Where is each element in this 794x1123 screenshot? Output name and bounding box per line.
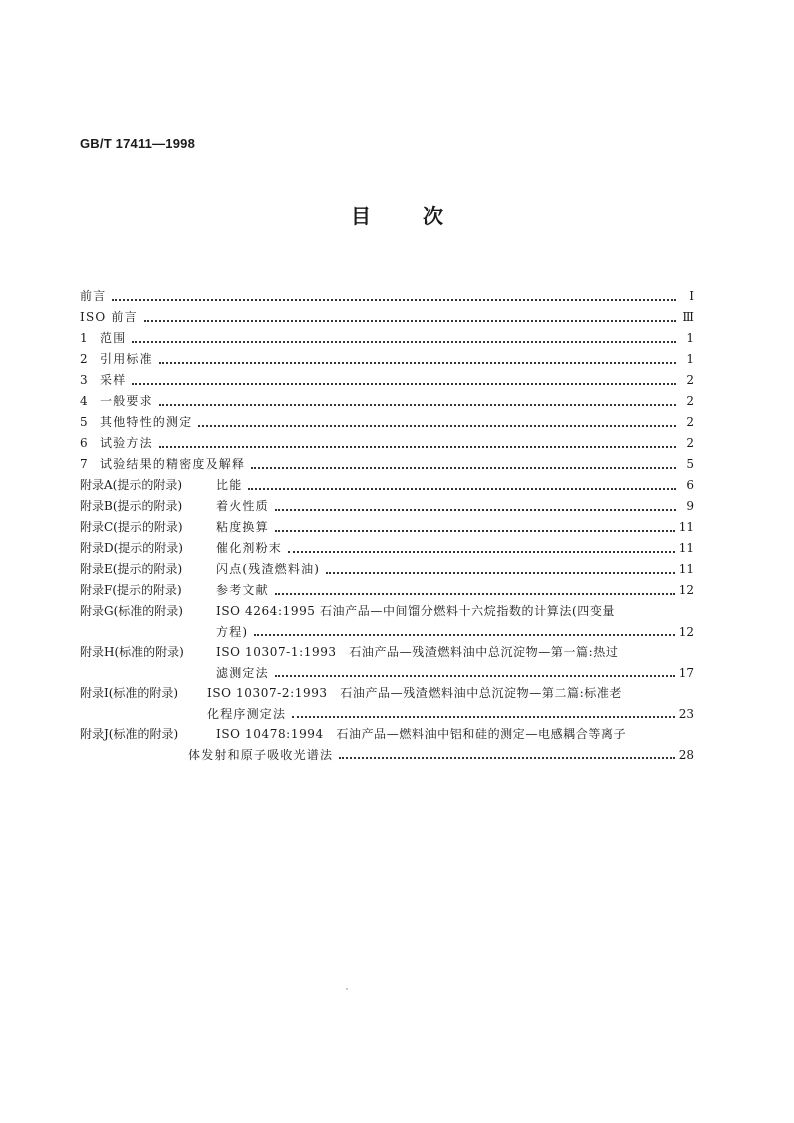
leader-dots [326,559,675,580]
toc-page-number: Ⅰ [689,289,694,303]
appendix-label: 附录J(标准的附录) [80,727,179,741]
toc-entry-title: 闪点(残渣燃料油) [216,562,321,576]
toc-page-number: 11 [678,562,694,576]
leader-dots [275,662,675,683]
leader-dots [248,475,676,496]
leader-dots [339,744,675,765]
toc-page-number: 23 [678,707,694,721]
toc-page-number: 11 [678,541,694,555]
toc-page-number: 6 [686,478,694,492]
toc-section-number: 1 [80,331,88,345]
toc-entry-title-continued: 化程序测定法 [207,707,287,721]
toc-section-number: 7 [80,457,88,471]
appendix-label: 附录G(标准的附录) [80,604,183,618]
leader-dots [198,412,676,433]
toc-entry[interactable] [80,412,694,433]
toc-page-number: 12 [678,583,694,597]
toc-page-number: Ⅲ [682,310,694,324]
toc-entry-title-continued: 滤测定法 [216,666,269,680]
toc-appendix-entry[interactable] [80,580,694,601]
toc-entry[interactable] [80,307,694,328]
standard-code: GB/T 17411—1998 [80,136,196,151]
leader-dots [275,580,675,601]
toc-appendix-entry[interactable] [80,559,694,580]
toc-page-number: 17 [678,666,694,680]
toc-entry-title: 引用标准 [100,352,153,366]
toc-section-number: 5 [80,415,88,429]
page-title: 目次 [351,204,495,228]
toc-appendix-entry[interactable] [80,601,694,622]
toc-entry-continuation[interactable] [80,622,694,642]
toc-entry[interactable] [80,391,694,412]
table-of-contents [80,286,694,765]
toc-page-number: 1 [686,331,694,345]
toc-page-number: 9 [686,499,694,513]
toc-entry-title: 前言 [80,289,107,303]
toc-entry-title: 其他特性的测定 [100,415,193,429]
toc-page-number: 12 [678,625,694,639]
toc-entry-title: ISO 10478:1994 石油产品—燃料油中铝和硅的测定—电感耦合等离子 [216,727,627,741]
appendix-label: 附录I(标准的附录) [80,686,179,700]
toc-entry-title: 范围 [100,331,127,345]
toc-appendix-entry[interactable] [80,538,694,559]
toc-entry[interactable] [80,349,694,370]
leader-dots [144,307,676,328]
toc-page-number: 11 [678,520,694,534]
toc-page-number: 28 [678,748,694,762]
toc-entry[interactable] [80,433,694,454]
appendix-label: 附录D(提示的附录) [80,541,183,555]
toc-appendix-entry[interactable] [80,724,694,745]
toc-page-number: 2 [686,373,694,387]
leader-dots [288,538,675,559]
toc-entry-title: 试验结果的精密度及解释 [100,457,246,471]
toc-entry-continuation[interactable] [80,745,694,765]
toc-section-number: 2 [80,352,88,366]
leader-dots [275,496,676,517]
appendix-label: 附录H(标准的附录) [80,645,184,659]
toc-entry-title-continued: 体发射和原子吸收光谱法 [188,748,334,762]
appendix-label: 附录E(提示的附录) [80,562,183,576]
toc-entry-title: ISO 前言 [80,310,138,324]
leader-dots [292,703,675,724]
leader-dots [159,349,676,370]
toc-section-number: 4 [80,394,88,408]
leader-dots [159,391,676,412]
toc-entry-continuation[interactable] [80,663,694,683]
appendix-label: 附录F(提示的附录) [80,583,182,597]
toc-entry-title: 试验方法 [100,436,153,450]
toc-appendix-entry[interactable] [80,496,694,517]
toc-page-number: 2 [686,415,694,429]
toc-entry-title: 比能 [216,478,243,492]
toc-section-number: 6 [80,436,88,450]
toc-entry-title: ISO 4264:1995 石油产品—中间馏分燃料十六烷指数的计算法(四变量 [216,604,616,618]
leader-dots [132,328,676,349]
toc-entry[interactable] [80,328,694,349]
toc-page-number: 2 [686,436,694,450]
scan-speck [346,988,348,990]
toc-entry[interactable] [80,370,694,391]
toc-entry-title: ISO 10307-2:1993 石油产品—残渣燃料油中总沉淀物—第二篇:标准老 [207,686,623,700]
leader-dots [254,621,674,642]
toc-entry-title: 着火性质 [216,499,269,513]
leader-dots [275,517,675,538]
leader-dots [112,286,676,307]
toc-entry-title: 粘度换算 [216,520,269,534]
toc-page-number: 1 [686,352,694,366]
toc-page-number: 2 [686,394,694,408]
leader-dots [159,433,676,454]
toc-entry-title: 催化剂粉末 [216,541,283,555]
toc-page-number: 5 [686,457,694,471]
toc-appendix-entry[interactable] [80,683,694,704]
toc-appendix-entry[interactable] [80,475,694,496]
toc-entry-title: 采样 [100,373,127,387]
toc-entry-title-continued: 方程) [216,625,249,639]
toc-appendix-entry[interactable] [80,642,694,663]
appendix-label: 附录C(提示的附录) [80,520,183,534]
leader-dots [132,370,676,391]
toc-section-number: 3 [80,373,88,387]
toc-entry-title: ISO 10307-1:1993 石油产品—残渣燃料油中总沉淀物—第一篇:热过 [216,645,619,659]
appendix-label: 附录B(提示的附录) [80,499,183,513]
toc-entry-title: 参考文献 [216,583,269,597]
toc-appendix-entry[interactable] [80,517,694,538]
leader-dots [251,454,676,475]
toc-entry[interactable] [80,286,694,307]
toc-entry[interactable] [80,454,694,475]
toc-entry-continuation[interactable] [80,704,694,724]
appendix-label: 附录A(提示的附录) [80,478,183,492]
toc-entry-title: 一般要求 [100,394,153,408]
